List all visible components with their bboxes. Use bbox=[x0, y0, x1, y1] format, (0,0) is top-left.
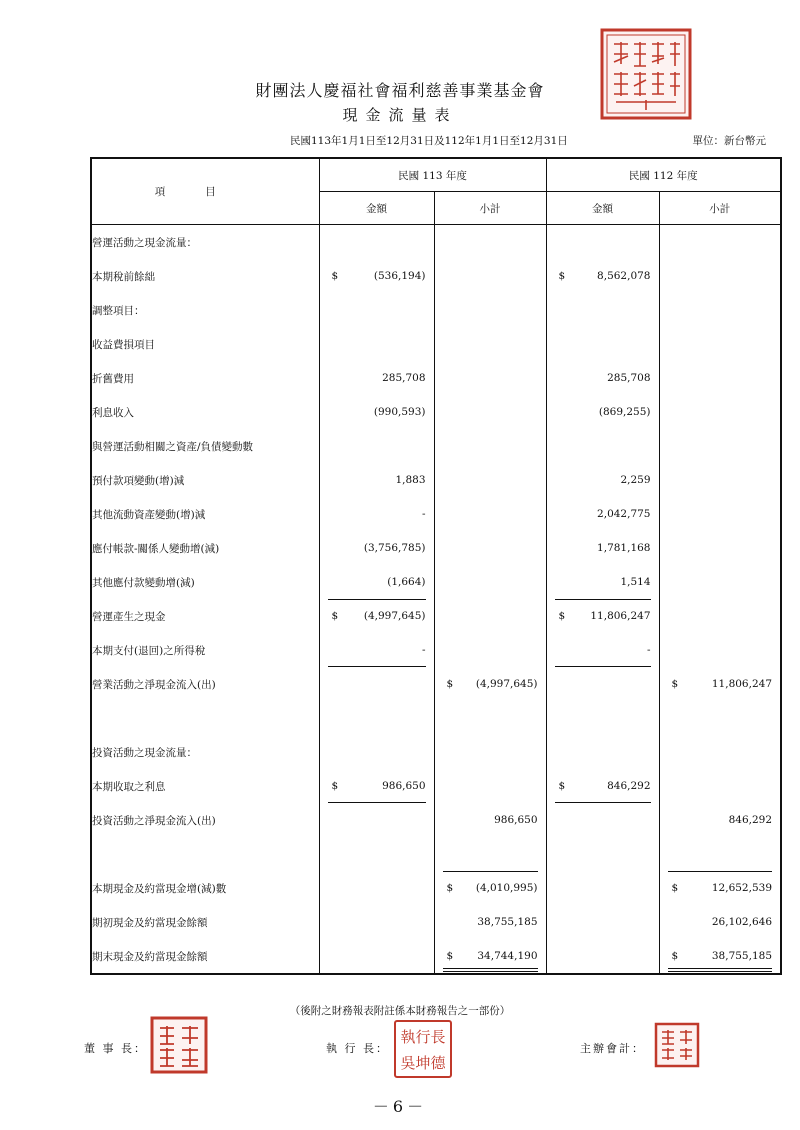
row-label: 其他流動資產變動(增)減 bbox=[91, 497, 319, 531]
cell-subtotal-113 bbox=[434, 463, 546, 497]
cell-subtotal-113 bbox=[434, 429, 546, 463]
cell-subtotal-113 bbox=[434, 939, 546, 974]
cell-subtotal-112 bbox=[659, 327, 781, 361]
amount-value: - bbox=[421, 644, 426, 656]
cell-subtotal-112 bbox=[659, 599, 781, 633]
cell-subtotal-113 bbox=[434, 361, 546, 395]
currency-symbol: $ bbox=[446, 950, 454, 962]
cell-amount-112 bbox=[546, 395, 659, 429]
cell-subtotal-113 bbox=[434, 259, 546, 293]
amount-value: 1,883 bbox=[395, 474, 426, 486]
amount-value: 986,650 bbox=[382, 780, 426, 792]
amount-value: 285,708 bbox=[607, 372, 651, 384]
report-title: 現金流量表 bbox=[342, 106, 458, 124]
column-header-amount-112: 金額 bbox=[546, 192, 659, 225]
cell-amount-113 bbox=[319, 531, 434, 565]
accountant-seal bbox=[654, 1022, 700, 1068]
currency-symbol: $ bbox=[446, 678, 454, 690]
cash-flow-table bbox=[90, 157, 782, 975]
cell-amount-113 bbox=[319, 871, 434, 905]
cell-amount-112 bbox=[546, 735, 659, 769]
cell-amount-113 bbox=[319, 395, 434, 429]
table-row bbox=[91, 735, 781, 769]
amount-value: 846,292 bbox=[607, 780, 651, 792]
cell-amount-113 bbox=[319, 803, 434, 837]
cell-amount-113 bbox=[319, 837, 434, 871]
amount-value: (990,593) bbox=[373, 406, 426, 418]
row-label: 本期現金及約當現金增(減)數 bbox=[91, 871, 319, 905]
cell-subtotal-113 bbox=[434, 769, 546, 803]
table-row bbox=[91, 667, 781, 701]
row-label: 營運活動之現金流量： bbox=[91, 225, 319, 260]
cell-amount-113 bbox=[319, 327, 434, 361]
cell-amount-113 bbox=[319, 939, 434, 974]
column-header-item: 項目 bbox=[91, 158, 319, 225]
amount-value: 986,650 bbox=[494, 814, 538, 826]
cell-subtotal-113 bbox=[434, 497, 546, 531]
currency-symbol: $ bbox=[558, 780, 566, 792]
cell-amount-113 bbox=[319, 293, 434, 327]
row-label: 期初現金及約當現金餘額 bbox=[91, 905, 319, 939]
cell-amount-112 bbox=[546, 565, 659, 599]
table-row bbox=[91, 803, 781, 837]
row-label: 利息收入 bbox=[91, 395, 319, 429]
table-row bbox=[91, 871, 781, 905]
currency-symbol: $ bbox=[671, 950, 679, 962]
cell-subtotal-113 bbox=[434, 735, 546, 769]
cell-amount-112 bbox=[546, 701, 659, 735]
currency-symbol: $ bbox=[671, 678, 679, 690]
row-label: 本期稅前餘絀 bbox=[91, 259, 319, 293]
currency-unit: 單位：新台幣元 bbox=[692, 135, 766, 147]
organization-name: 財團法人慶福社會福利慈善事業基金會 bbox=[255, 81, 545, 100]
row-label: 收益費損項目 bbox=[91, 327, 319, 361]
cell-amount-112 bbox=[546, 871, 659, 905]
amount-value: 26,102,646 bbox=[711, 916, 772, 928]
row-label: 營運產生之現金 bbox=[91, 599, 319, 633]
cell-amount-113 bbox=[319, 701, 434, 735]
row-label: 預付款項變動(增)減 bbox=[91, 463, 319, 497]
cell-subtotal-112 bbox=[659, 701, 781, 735]
row-label: 本期收取之利息 bbox=[91, 769, 319, 803]
currency-symbol: $ bbox=[331, 270, 339, 282]
table-row bbox=[91, 463, 781, 497]
table-row bbox=[91, 395, 781, 429]
cell-amount-112 bbox=[546, 429, 659, 463]
cell-amount-113 bbox=[319, 429, 434, 463]
cell-subtotal-112 bbox=[659, 361, 781, 395]
amount-value: 8,562,078 bbox=[597, 270, 651, 282]
table-row bbox=[91, 939, 781, 974]
amount-value: (536,194) bbox=[373, 270, 426, 282]
cash-flow-body bbox=[91, 225, 781, 975]
cell-amount-113 bbox=[319, 463, 434, 497]
cell-subtotal-113 bbox=[434, 905, 546, 939]
cell-amount-112 bbox=[546, 225, 659, 260]
cell-subtotal-113 bbox=[434, 803, 546, 837]
ceo-seal: 執行長吳坤德 bbox=[394, 1020, 452, 1078]
currency-symbol: $ bbox=[558, 270, 566, 282]
chairman-label: 董 事 長： bbox=[84, 1042, 147, 1055]
currency-symbol: $ bbox=[558, 610, 566, 622]
amount-value: 11,806,247 bbox=[590, 610, 651, 622]
amount-value: - bbox=[646, 644, 651, 656]
table-row bbox=[91, 599, 781, 633]
amount-value: 1,514 bbox=[620, 576, 651, 588]
cell-subtotal-112 bbox=[659, 531, 781, 565]
cell-amount-113 bbox=[319, 225, 434, 260]
amount-value: (869,255) bbox=[598, 406, 651, 418]
column-header-amount-113: 金額 bbox=[319, 192, 434, 225]
cell-subtotal-112 bbox=[659, 905, 781, 939]
amount-value: 1,781,168 bbox=[597, 542, 651, 554]
cell-subtotal-113 bbox=[434, 633, 546, 667]
cell-subtotal-112 bbox=[659, 667, 781, 701]
row-label bbox=[91, 701, 319, 735]
row-label: 本期支付(退回)之所得稅 bbox=[91, 633, 319, 667]
table-row bbox=[91, 259, 781, 293]
cell-subtotal-112 bbox=[659, 463, 781, 497]
cell-amount-112 bbox=[546, 531, 659, 565]
row-label: 應付帳款-關係人變動增(減) bbox=[91, 531, 319, 565]
cell-subtotal-112 bbox=[659, 565, 781, 599]
cell-amount-113 bbox=[319, 565, 434, 599]
organization-seal bbox=[600, 28, 692, 120]
table-row bbox=[91, 905, 781, 939]
cell-subtotal-112 bbox=[659, 837, 781, 871]
cell-subtotal-113 bbox=[434, 667, 546, 701]
column-header-subtotal-113: 小計 bbox=[434, 192, 546, 225]
cell-amount-112 bbox=[546, 667, 659, 701]
column-header-year-112: 民國 112 年度 bbox=[546, 158, 781, 192]
currency-symbol: $ bbox=[331, 780, 339, 792]
cell-amount-113 bbox=[319, 769, 434, 803]
cell-amount-113 bbox=[319, 361, 434, 395]
amount-value: 11,806,247 bbox=[711, 678, 772, 690]
cell-subtotal-112 bbox=[659, 497, 781, 531]
report-period: 民國113年1月1日至12月31日及112年1月1日至12月31日 bbox=[290, 135, 568, 147]
column-header-subtotal-112: 小計 bbox=[659, 192, 781, 225]
amount-value: (4,997,645) bbox=[475, 678, 538, 690]
table-row bbox=[91, 769, 781, 803]
cell-amount-113 bbox=[319, 599, 434, 633]
row-label: 其他應付款變動增(減) bbox=[91, 565, 319, 599]
amount-value: 2,042,775 bbox=[597, 508, 651, 520]
cell-subtotal-113 bbox=[434, 565, 546, 599]
cell-amount-112 bbox=[546, 463, 659, 497]
cell-amount-113 bbox=[319, 497, 434, 531]
column-header-year-113: 民國 113 年度 bbox=[319, 158, 546, 192]
row-label: 營業活動之淨現金流入(出) bbox=[91, 667, 319, 701]
cell-amount-113 bbox=[319, 735, 434, 769]
cell-subtotal-112 bbox=[659, 395, 781, 429]
ceo-label: 執 行 長： bbox=[326, 1042, 389, 1055]
amount-value: 285,708 bbox=[382, 372, 426, 384]
row-label: 期末現金及約當現金餘額 bbox=[91, 939, 319, 974]
cell-amount-113 bbox=[319, 667, 434, 701]
cell-subtotal-113 bbox=[434, 701, 546, 735]
currency-symbol: $ bbox=[671, 882, 679, 894]
cell-amount-112 bbox=[546, 939, 659, 974]
row-label: 調整項目： bbox=[91, 293, 319, 327]
row-label: 投資活動之現金流量： bbox=[91, 735, 319, 769]
amount-value: - bbox=[421, 508, 426, 520]
cell-subtotal-113 bbox=[434, 871, 546, 905]
accountant-label: 主辦會計： bbox=[580, 1042, 645, 1055]
cell-subtotal-113 bbox=[434, 531, 546, 565]
cell-amount-112 bbox=[546, 497, 659, 531]
cell-amount-112 bbox=[546, 327, 659, 361]
row-label bbox=[91, 837, 319, 871]
cell-amount-112 bbox=[546, 361, 659, 395]
row-label: 投資活動之淨現金流入(出) bbox=[91, 803, 319, 837]
amount-value: 38,755,185 bbox=[477, 916, 538, 928]
cell-subtotal-112 bbox=[659, 225, 781, 260]
row-label: 與營運活動相關之資產/負債變動數 bbox=[91, 429, 319, 463]
cell-subtotal-112 bbox=[659, 259, 781, 293]
cell-subtotal-112 bbox=[659, 769, 781, 803]
cell-amount-112 bbox=[546, 905, 659, 939]
cell-amount-112 bbox=[546, 633, 659, 667]
table-row bbox=[91, 225, 781, 260]
table-row bbox=[91, 531, 781, 565]
cell-amount-112 bbox=[546, 293, 659, 327]
currency-symbol: $ bbox=[331, 610, 339, 622]
table-row bbox=[91, 633, 781, 667]
cell-amount-112 bbox=[546, 769, 659, 803]
cell-amount-112 bbox=[546, 803, 659, 837]
cell-subtotal-113 bbox=[434, 395, 546, 429]
amount-value: 34,744,190 bbox=[477, 950, 538, 962]
table-row bbox=[91, 293, 781, 327]
chairman-seal bbox=[150, 1016, 208, 1074]
amount-value: (4,997,645) bbox=[363, 610, 426, 622]
table-row bbox=[91, 837, 781, 871]
cell-subtotal-113 bbox=[434, 225, 546, 260]
cell-subtotal-112 bbox=[659, 939, 781, 974]
amount-value: 2,259 bbox=[620, 474, 651, 486]
cell-subtotal-112 bbox=[659, 633, 781, 667]
cell-subtotal-113 bbox=[434, 599, 546, 633]
table-row bbox=[91, 565, 781, 599]
cell-amount-112 bbox=[546, 837, 659, 871]
cell-subtotal-112 bbox=[659, 293, 781, 327]
cell-subtotal-112 bbox=[659, 803, 781, 837]
cell-subtotal-112 bbox=[659, 735, 781, 769]
currency-symbol: $ bbox=[446, 882, 454, 894]
cell-subtotal-113 bbox=[434, 837, 546, 871]
page-number: －6－ bbox=[372, 1097, 428, 1116]
amount-value: (1,664) bbox=[387, 576, 426, 588]
cell-subtotal-112 bbox=[659, 871, 781, 905]
table-row bbox=[91, 701, 781, 735]
table-row bbox=[91, 361, 781, 395]
cell-amount-113 bbox=[319, 905, 434, 939]
cell-amount-112 bbox=[546, 259, 659, 293]
amount-value: 846,292 bbox=[728, 814, 772, 826]
table-row bbox=[91, 497, 781, 531]
amount-value: 38,755,185 bbox=[711, 950, 772, 962]
cell-subtotal-112 bbox=[659, 429, 781, 463]
amount-value: (4,010,995) bbox=[475, 882, 538, 894]
cell-amount-112 bbox=[546, 599, 659, 633]
amount-value: (3,756,785) bbox=[363, 542, 426, 554]
cell-amount-113 bbox=[319, 633, 434, 667]
table-row bbox=[91, 327, 781, 361]
cell-amount-113 bbox=[319, 259, 434, 293]
table-row bbox=[91, 429, 781, 463]
cell-subtotal-113 bbox=[434, 293, 546, 327]
amount-value: 12,652,539 bbox=[711, 882, 772, 894]
footnote: （後附之財務報表附註係本財務報告之一部份） bbox=[289, 1005, 511, 1017]
cell-subtotal-113 bbox=[434, 327, 546, 361]
row-label: 折舊費用 bbox=[91, 361, 319, 395]
